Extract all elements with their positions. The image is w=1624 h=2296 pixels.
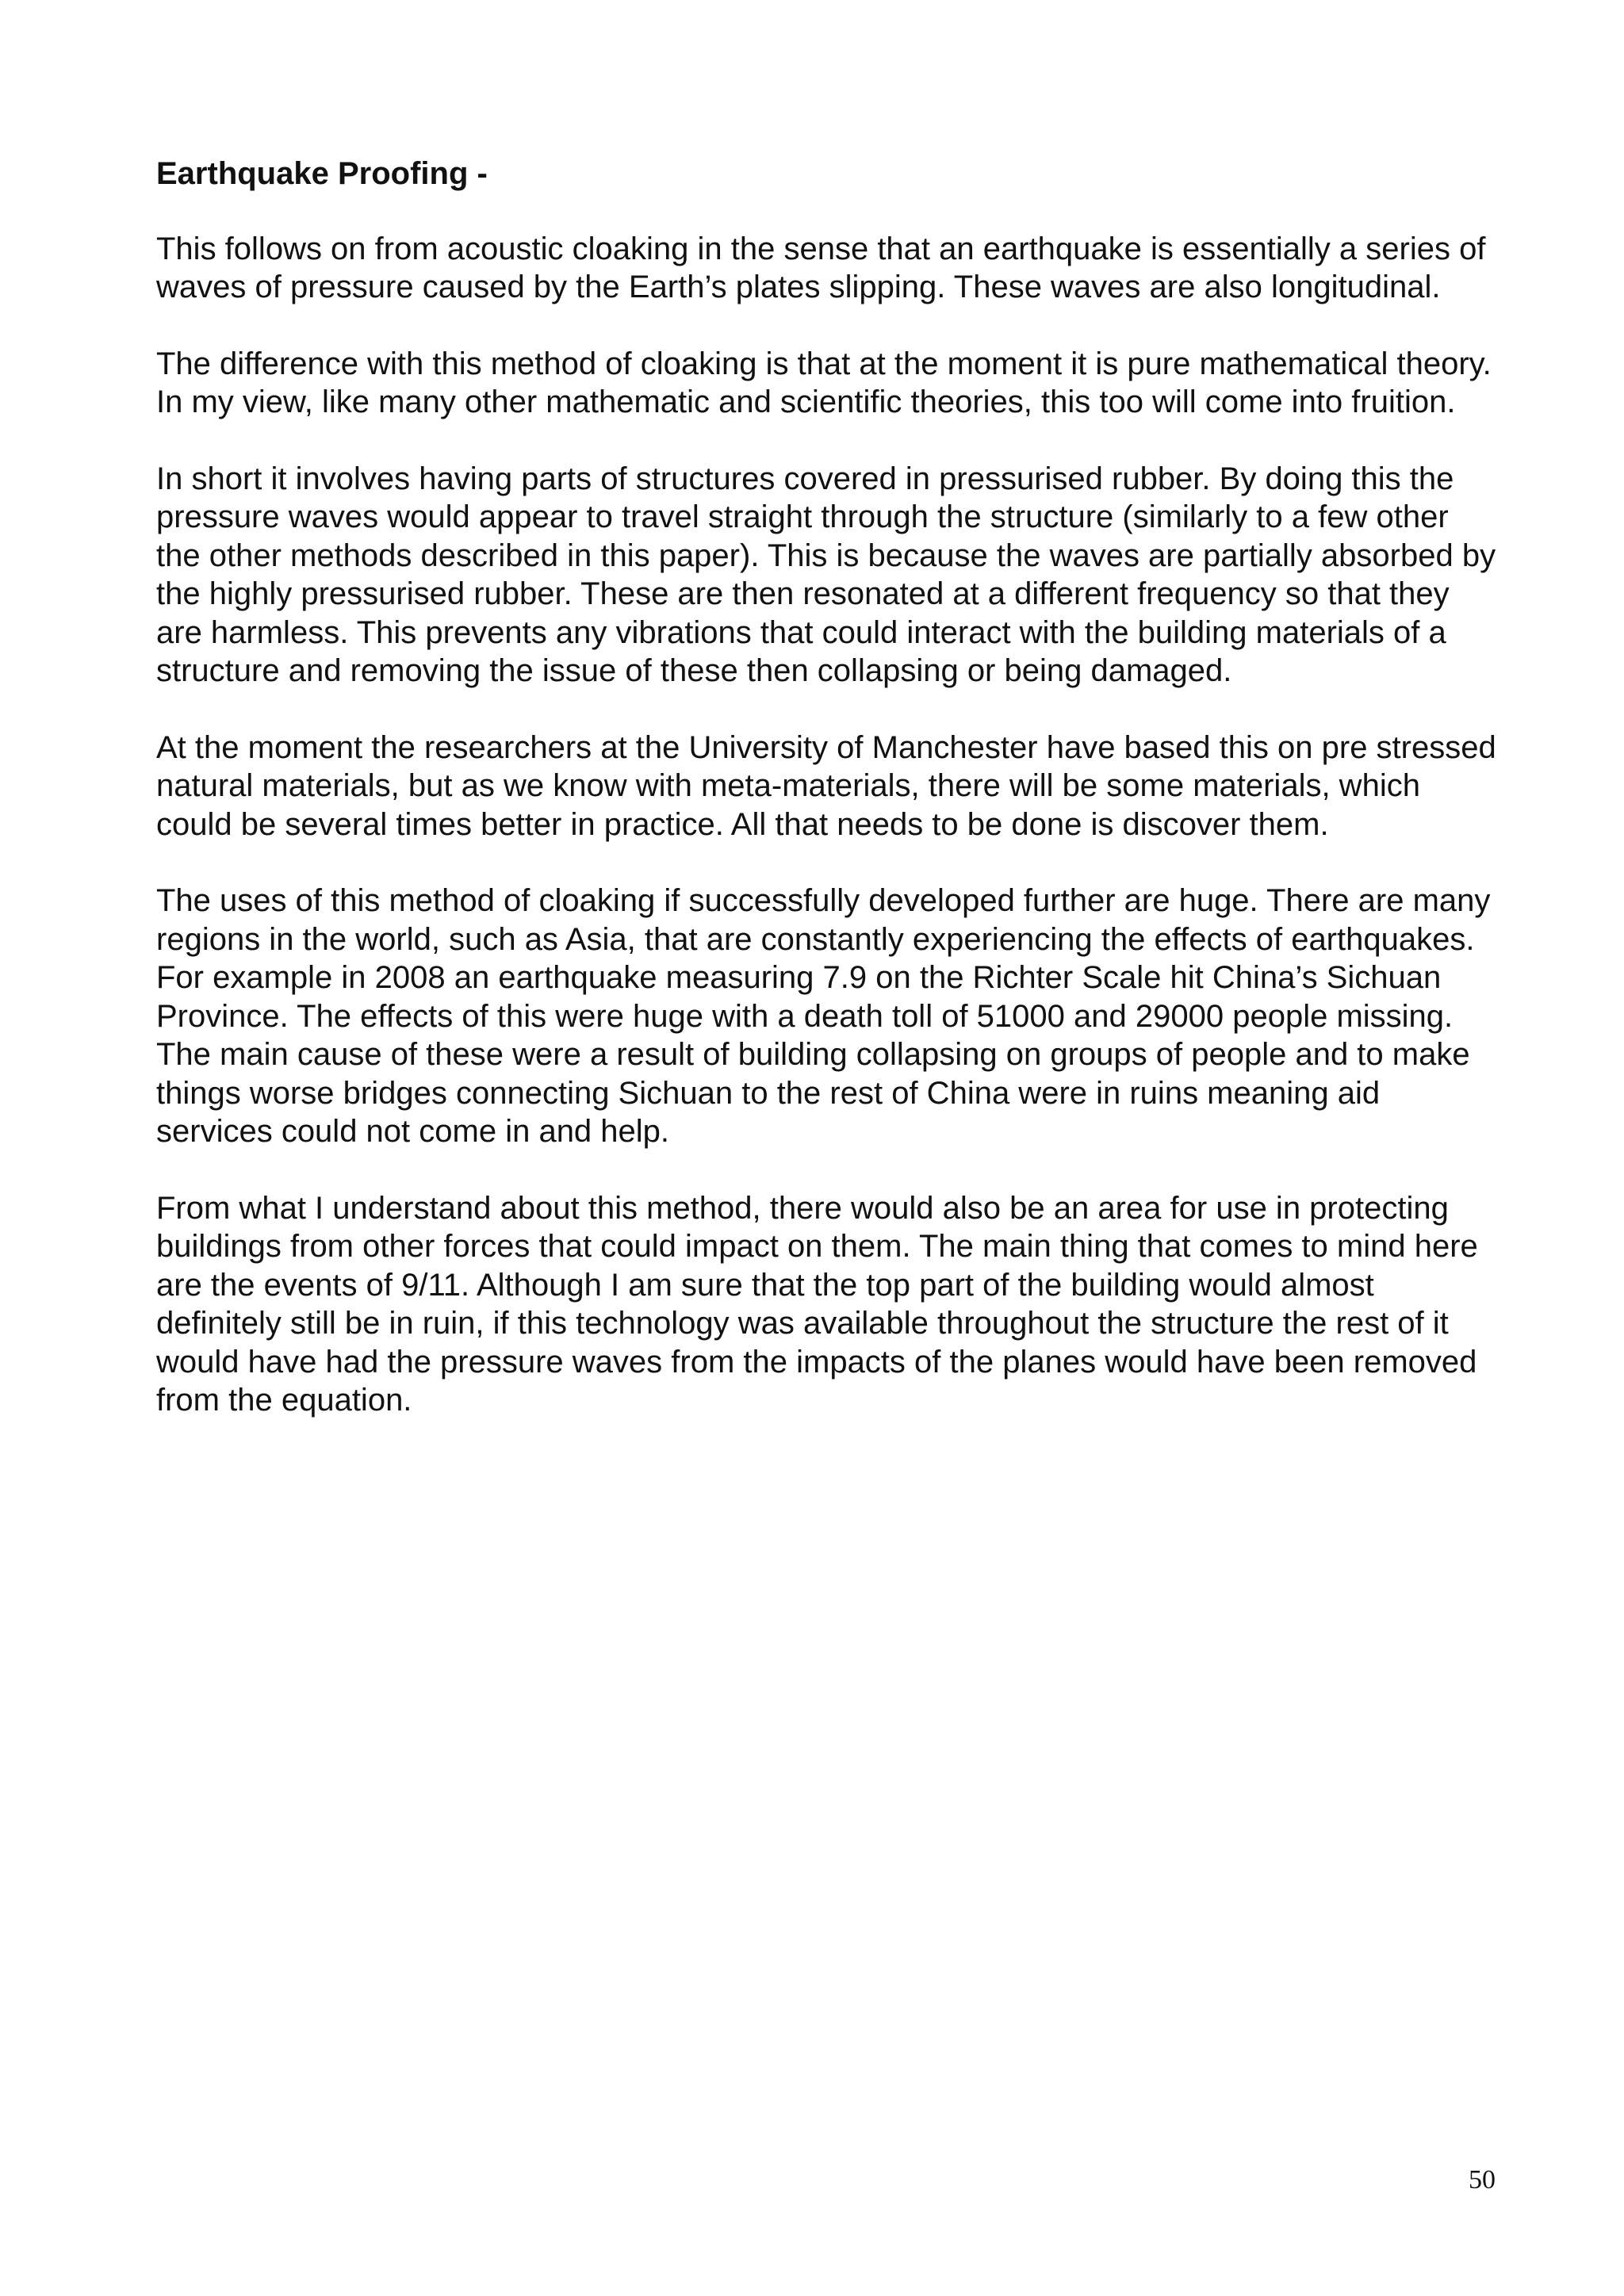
paragraph-other-forces: From what I understand about this method, there would also be an area for use in protecting buildings from other forces that could impact on them. The main thing that comes to mind here are the events of 9/11. Although I am sure that the top part of the building would almost definitely still be in ruin, if this technology was available throughout the structure the rest of it would have had the pressure waves from the impacts of the planes would have been removed from the equation. — [156, 1190, 1478, 1418]
section-heading: Earthquake Proofing - — [156, 156, 488, 191]
paragraph-theory: The difference with this method of cloaking is that at the moment it is pure mathematical theory. In my view, like many other mathematic and scientific theories, this too will come into fruition. — [156, 346, 1492, 419]
paragraph-intro: This follows on from acoustic cloaking in the sense that an earthquake is essentially a series of waves of pressure caused by the Earth’s plates slipping. These waves are also longitudinal. — [156, 231, 1486, 304]
document-body — [156, 155, 1496, 1458]
paragraph-manchester-research: At the moment the researchers at the University of Manchester have based this on pre stressed natural materials, but as we know with meta-materials, there will be some materials, which could be several times better in practice. All that needs to be done is discover them. — [156, 729, 1496, 842]
page-number: 50 — [1469, 2165, 1496, 2195]
paragraph-uses-sichuan: The uses of this method of cloaking if successfully developed further are huge. There are many regions in the world, such as Asia, that are constantly experiencing the effects of earthquakes. For example in 2008 an earthquake measuring 7.9 on the Richter Scale hit China’s Sichuan Province. The effects of this were huge with a death toll of 51000 and 29000 people missing. The main cause of these were a result of building collapsing on groups of people and to make things worse bridges connecting Sichuan to the rest of China were in ruins meaning aid services could not come in and help. — [156, 883, 1491, 1149]
paragraph-rubber-method: In short it involves having parts of structures covered in pressurised rubber. By doing this the pressure waves would appear to travel straight through the structure (similarly to a few other the other methods described in this paper). This is because the waves are partially absorbed by the highly pressurised rubber. These are then resonated at a different frequency so that they are harmless. This prevents any vibrations that could interact with the building materials of a structure and removing the issue of these then collapsing or being damaged. — [156, 461, 1496, 688]
